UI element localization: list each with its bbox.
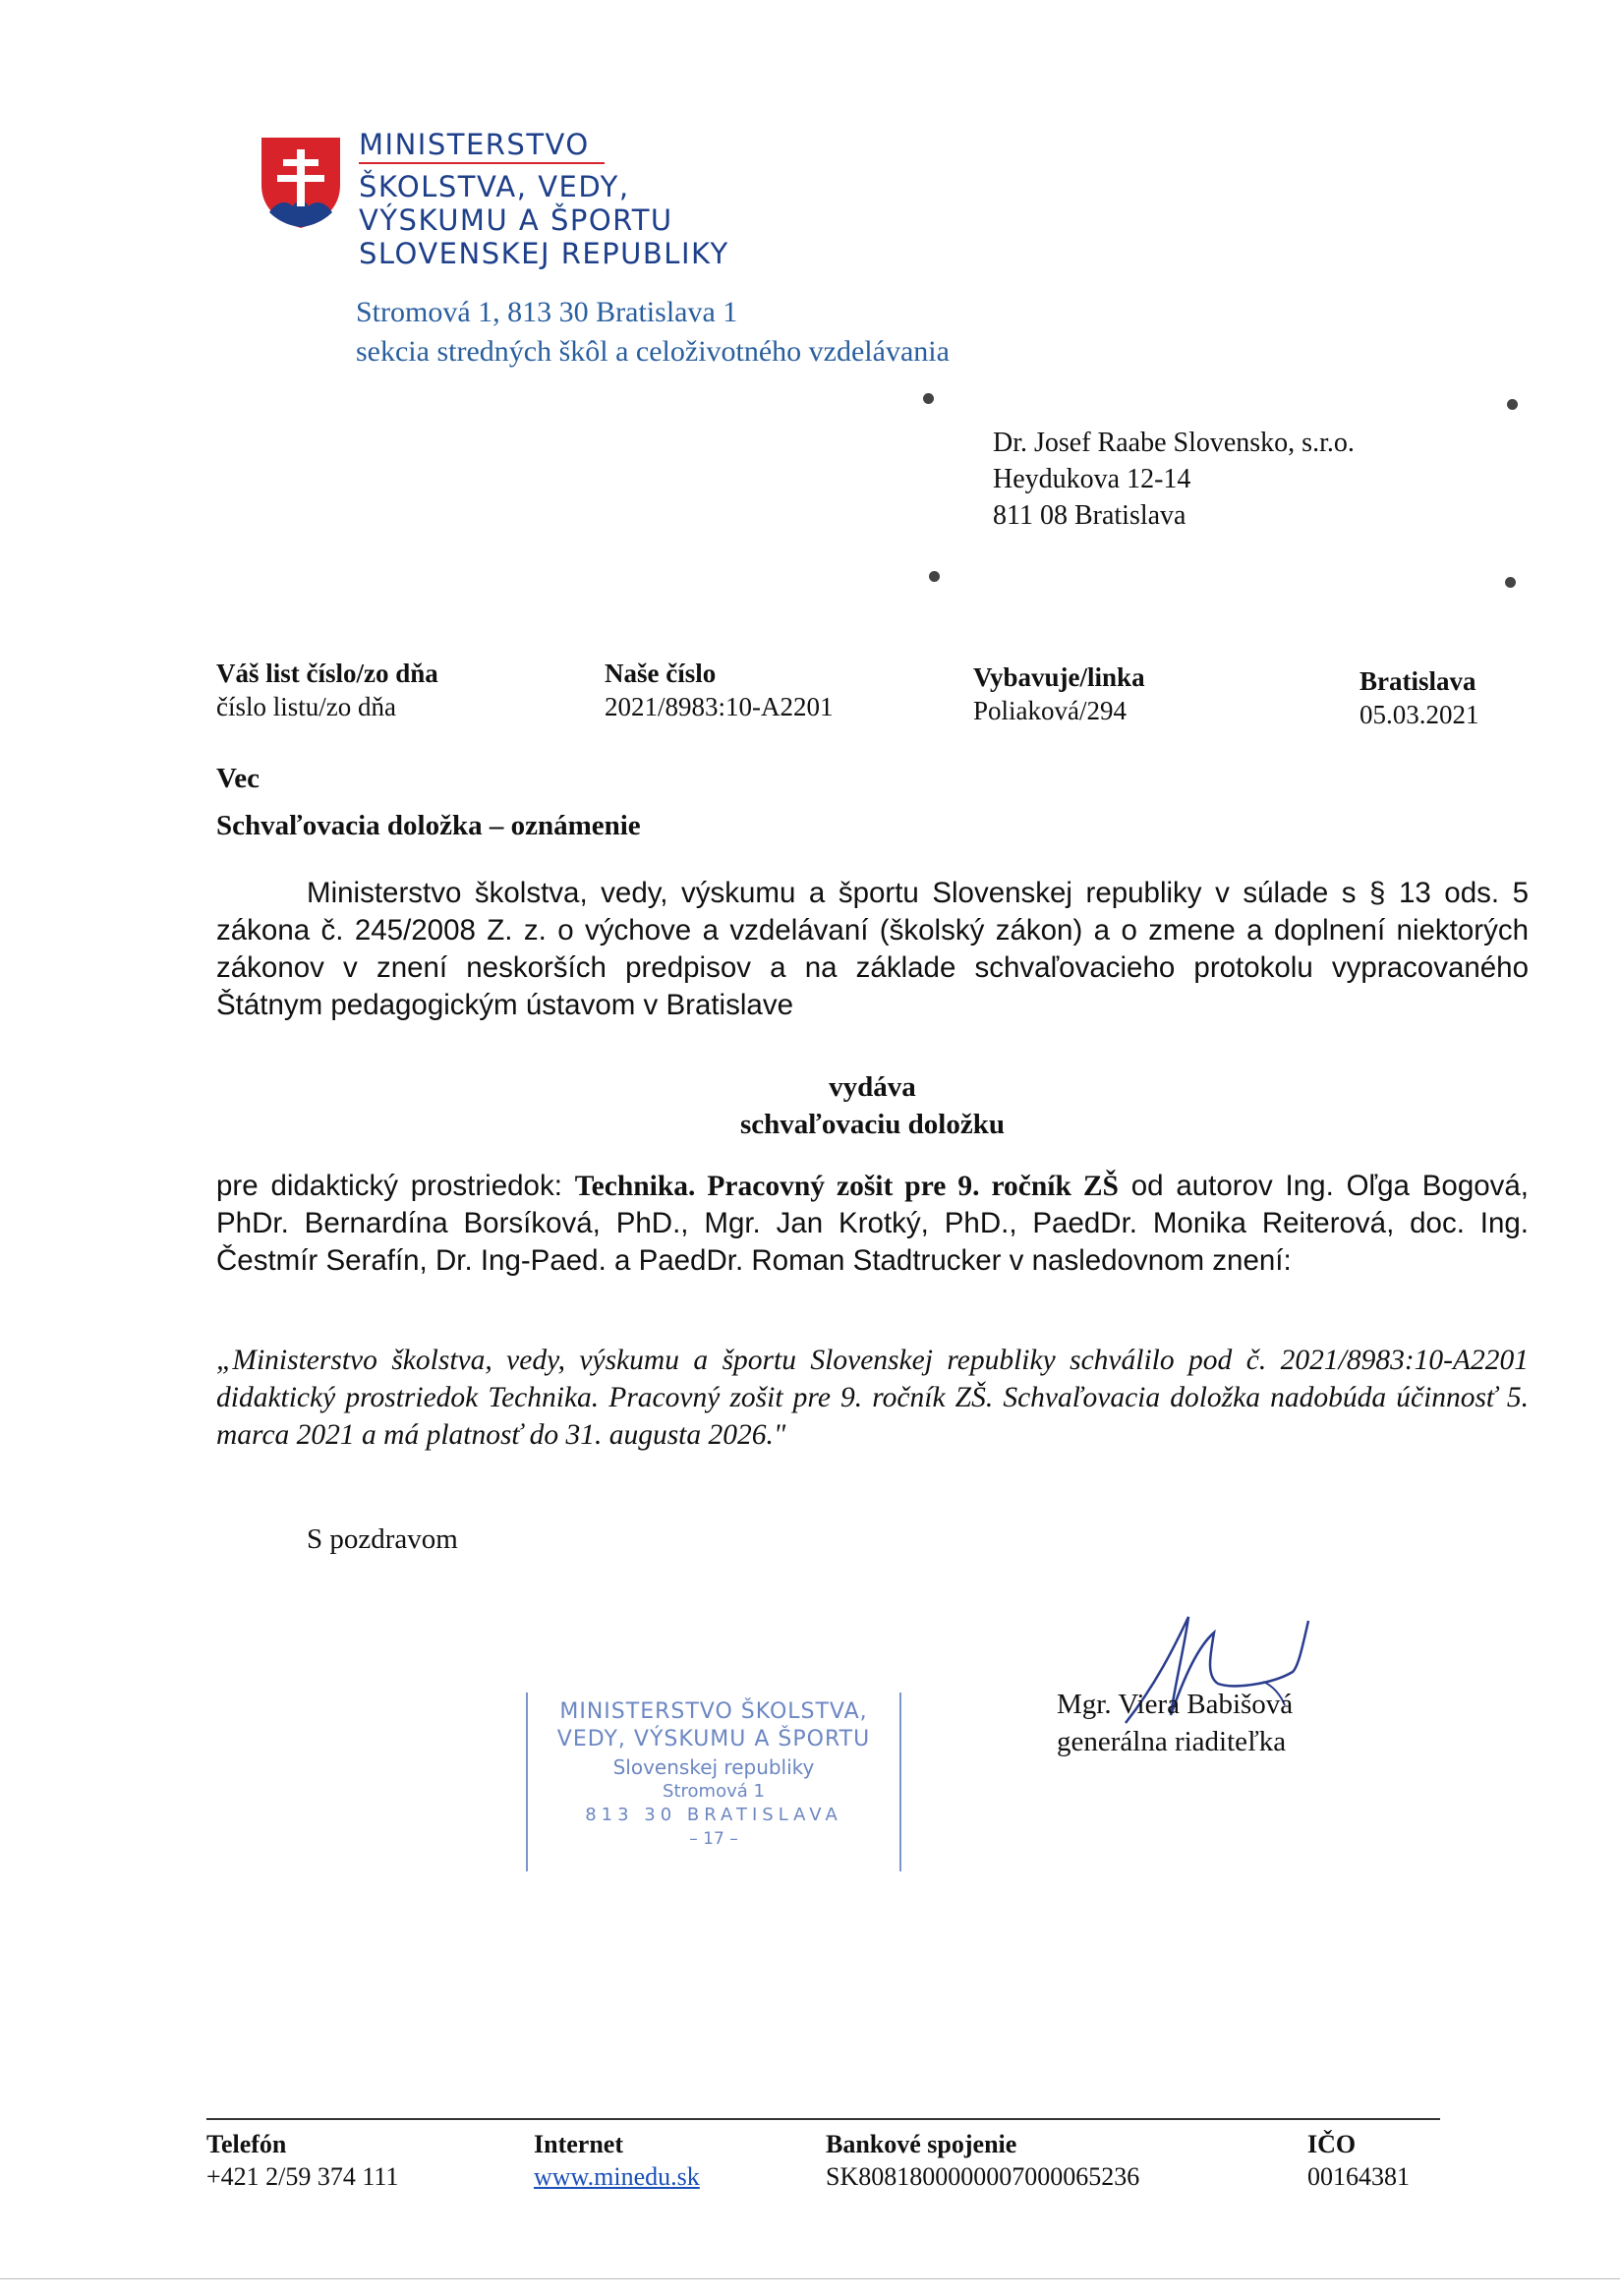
window-marker bbox=[1505, 577, 1516, 588]
footer-ico-label: IČO bbox=[1307, 2130, 1357, 2158]
address-line2: sekcia stredných škôl a celoživotného vzdelávania bbox=[356, 335, 950, 368]
signatory-name: Mgr. Viera Babišová bbox=[1057, 1689, 1294, 1720]
ministry-name-line2: ŠKOLSTVA, VEDY, bbox=[359, 170, 630, 203]
window-marker bbox=[1507, 399, 1518, 410]
handled-by-label: Vybavuje/linka bbox=[973, 662, 1145, 692]
decree-paragraph bbox=[216, 1168, 1529, 1280]
our-number-value: 2021/8983:10-A2201 bbox=[605, 692, 834, 721]
signatory bbox=[1057, 1686, 1293, 1760]
footer-ico bbox=[1307, 2128, 1410, 2193]
footer-bank-value: SK8081800000007000065236 bbox=[826, 2162, 1140, 2191]
recipient-line2: Heydukova 12-14 bbox=[993, 464, 1191, 494]
header-red-rule bbox=[359, 162, 605, 164]
footer-website-link[interactable]: www.minedu.sk bbox=[534, 2162, 700, 2191]
stamp-line1: MINISTERSTVO ŠKOLSTVA, bbox=[559, 1699, 868, 1724]
address-line1: Stromová 1, 813 30 Bratislava 1 bbox=[356, 296, 738, 328]
place-label: Bratislava bbox=[1360, 666, 1476, 696]
decree-suffix: od autorov Ing. Oľga Bogová, PhDr. Bernardína Borsíková, PhD., Mgr. Jan Krotký, PhD., PaedDr. Monika Reiterová, doc. Ing. Čestmír Serafín, Dr. Ing-Paed. a PaedDr. Roman Stadtrucker v nasledovnom znení: bbox=[216, 1170, 1529, 1277]
issues-object-heading: schvaľovaciu doložku bbox=[739, 1109, 1005, 1140]
window-marker bbox=[923, 393, 934, 404]
ministry-name-line4: SLOVENSKEJ REPUBLIKY bbox=[359, 237, 729, 270]
stamp-line5: 813 30 BRATISLAVA bbox=[585, 1805, 842, 1825]
greeting: S pozdravom bbox=[307, 1523, 458, 1555]
slovak-coat-of-arms-icon bbox=[260, 136, 342, 230]
stamp-line6: – 17 – bbox=[689, 1829, 738, 1849]
our-number-label: Naše číslo bbox=[605, 659, 717, 688]
footer-phone-value: +421 2/59 374 111 bbox=[206, 2162, 399, 2191]
place-date-reference bbox=[1360, 664, 1479, 731]
footer-internet-label: Internet bbox=[534, 2130, 623, 2158]
ministry-name-line1: MINISTERSTVO bbox=[359, 128, 590, 161]
page-bottom-edge bbox=[0, 2278, 1620, 2279]
intro-paragraph: Ministerstvo školstva, vedy, výskumu a športu Slovenskej republiky v súlade s § 13 ods. 5 zákona č. 245/2008 Z. z. o výchove a vzdelávaní (školský zákon) a o zmene a doplnení niektorých zákonov v znení neskorších predpisov a na základe schvaľovacieho protokolu vypracovaného Štátnym pedagogickým ústavom v Bratislave bbox=[216, 877, 1529, 1021]
ministry-name bbox=[359, 128, 729, 270]
stamp-line2: VEDY, VÝSKUMU A ŠPORTU bbox=[556, 1727, 871, 1751]
window-marker bbox=[929, 571, 940, 582]
handled-by-reference bbox=[973, 660, 1145, 727]
our-number-reference bbox=[605, 657, 834, 723]
your-letter-label: Váš list číslo/zo dňa bbox=[216, 659, 438, 688]
recipient-address bbox=[993, 425, 1355, 534]
footer-bank bbox=[826, 2128, 1139, 2193]
stamp-line4: Stromová 1 bbox=[663, 1781, 765, 1802]
handled-by-value: Poliaková/294 bbox=[973, 696, 1127, 725]
letter-date: 05.03.2021 bbox=[1360, 700, 1479, 729]
ministry-name-line3: VÝSKUMU A ŠPORTU bbox=[359, 203, 673, 237]
footer-ico-value: 00164381 bbox=[1307, 2162, 1410, 2191]
decree-prefix: pre didaktický prostriedok: bbox=[216, 1170, 575, 1202]
footer-bank-label: Bankové spojenie bbox=[826, 2130, 1017, 2158]
decree-title: Technika. Pracovný zošit pre 9. ročník ZŠ bbox=[574, 1171, 1119, 1202]
your-letter-value: číslo listu/zo dňa bbox=[216, 692, 396, 721]
footer-phone bbox=[206, 2128, 398, 2193]
signatory-title: generálna riaditeľka bbox=[1057, 1726, 1287, 1757]
approval-quote: „Ministerstvo školstva, vedy, výskumu a športu Slovenskej republiky schválilo pod č. 2021/8983:10-A2201 didaktický prostriedok Technika. Pracovný zošit pre 9. ročník ZŠ. Schvaľovacia doložka nadobúda účinnosť 5. marca 2021 a má platnosť do 31. augusta 2026." bbox=[216, 1345, 1529, 1451]
footer-divider bbox=[206, 2118, 1440, 2120]
footer-phone-label: Telefón bbox=[206, 2130, 287, 2158]
footer-internet bbox=[534, 2128, 700, 2193]
official-stamp bbox=[526, 1693, 901, 1871]
subject-label: Vec bbox=[216, 763, 260, 794]
ministry-address bbox=[356, 293, 950, 372]
subject-title: Schvaľovacia doložka – oznámenie bbox=[216, 810, 641, 841]
stamp-line3: Slovenskej republiky bbox=[612, 1755, 815, 1779]
issues-heading: vydáva bbox=[829, 1071, 916, 1103]
your-letter-reference bbox=[216, 657, 438, 723]
recipient-line1: Dr. Josef Raabe Slovensko, s.r.o. bbox=[993, 428, 1355, 458]
subject bbox=[216, 755, 641, 849]
recipient-line3: 811 08 Bratislava bbox=[993, 500, 1186, 531]
